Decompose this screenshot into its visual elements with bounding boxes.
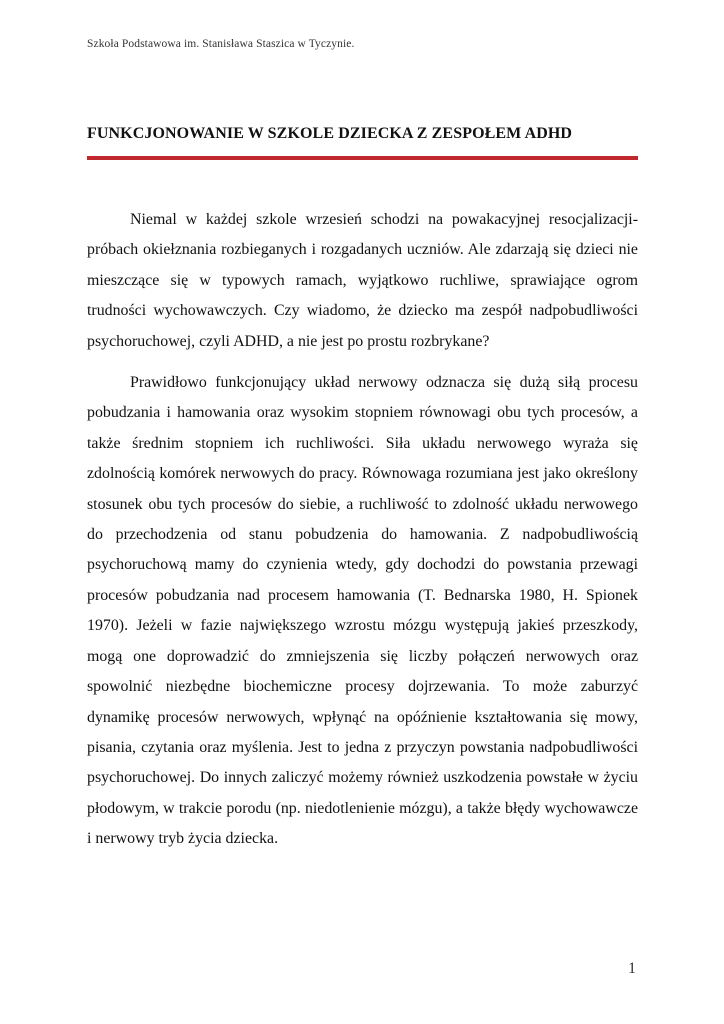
document-title: FUNKCJONOWANIE W SZKOLE DZIECKA Z ZESPOŁEM ADHD [87,125,573,142]
running-header: Szkoła Podstawowa im. Stanisława Staszica w Tyczynie. [87,38,355,50]
body-text [87,205,638,866]
title-underline-rule [87,156,638,160]
paragraph-2: Prawidłowo funkcjonujący układ nerwowy odznacza się dużą siłą procesu pobudzania i hamowania oraz wysokim stopniem równowagi obu tych procesów, a także średnim stopniem ich ruchliwości. Siła układu nerwowego wyraża się zdolnością komórek nerwowych do pracy. Równowaga rozumiana jest jako określony stosunek obu tych procesów do siebie, a ruchliwość to zdolność układu nerwowego do przechodzenia od stanu pobudzenia do hamowania. Z nadpobudliwością psychoruchową mamy do czynienia wtedy, gdy dochodzi do powstania przewagi procesów pobudzania nad procesem hamowania (T. Bednarska 1980, H. Spionek 1970). Jeżeli w fazie największego wzrostu mózgu występują jakieś przeszkody, mogą one doprowadzić do zmniejszenia się liczby połączeń nerwowych oraz spowolnić niezbędne biochemiczne procesy dojrzewania. To może zaburzyć dynamikę procesów nerwowych, wpłynąć na opóźnienie kształtowania się mowy, pisania, czytania oraz myślenia. Jest to jedna z przyczyn powstania nadpobudliwości psychoruchowej. Do innych zaliczyć możemy również uszkodzenia powstałe w życiu płodowym, w trakcie porodu (np. niedotlenienie mózgu), a także błędy wychowawcze i nerwowy tryb życia dziecka. [87,374,638,848]
paragraph-1: Niemal w każdej szkole wrzesień schodzi na powakacyjnej resocjalizacji-próbach okiełznania rozbieganych i rozgadanych uczniów. Ale zdarzają się dzieci nie mieszczące się w typowych ramach, wyjątkowo ruchliwe, sprawiające ogrom trudności wychowawczych. Czy wiadomo, że dziecko ma zespół nadpobudliwości psychoruchowej, czyli ADHD, a nie jest po prostu rozbrykane? [87,211,638,350]
page-number: 1 [628,960,636,977]
